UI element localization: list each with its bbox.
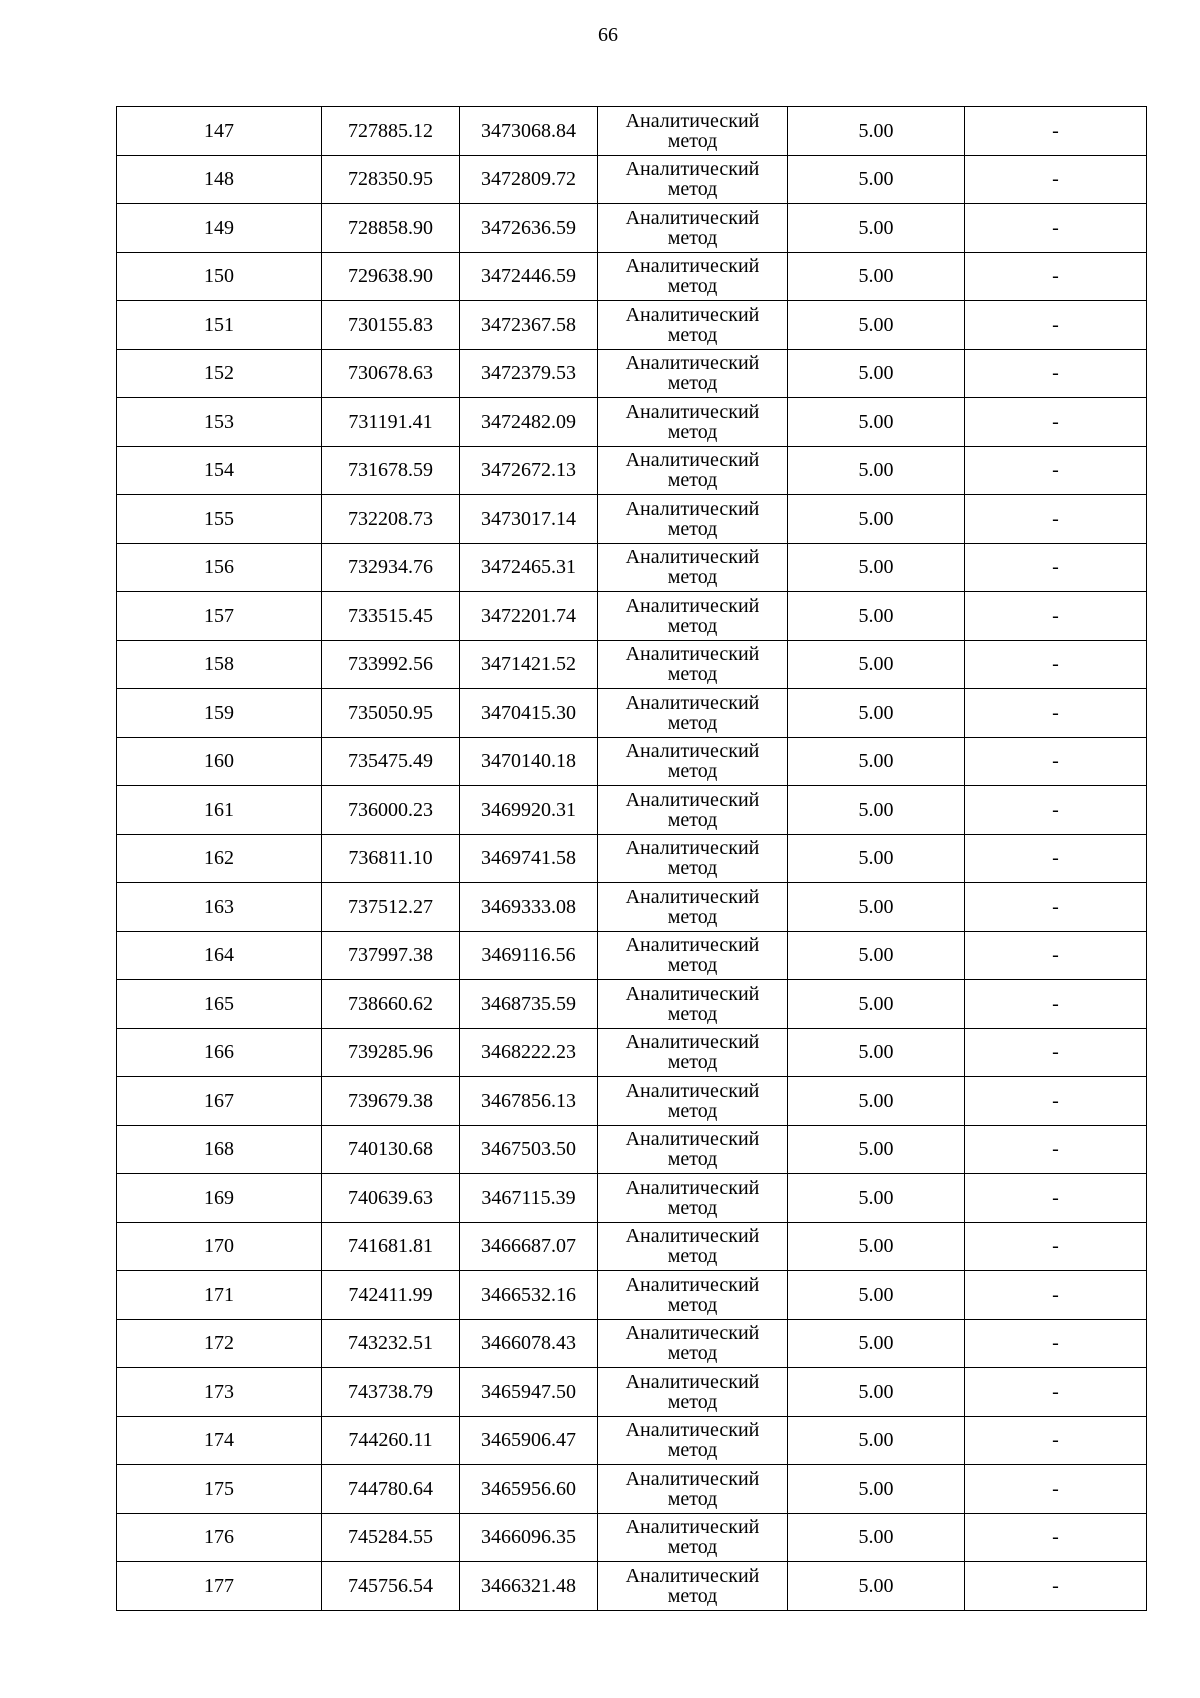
note-cell: - [965,446,1147,495]
accuracy-cell: 5.00 [788,155,965,204]
y-coordinate-cell: 3467856.13 [460,1077,598,1126]
point-number-cell: 152 [117,349,322,398]
x-coordinate-cell: 729638.90 [322,252,460,301]
method-line-2: метод [667,469,718,492]
table-row [117,689,1147,738]
x-coordinate-cell: 728858.90 [322,204,460,253]
note-cell: - [965,592,1147,641]
method-cell [598,834,788,883]
method-line-1: Аналитический [625,449,760,472]
note-cell: - [965,689,1147,738]
point-number-cell: 160 [117,737,322,786]
table-row [117,592,1147,641]
table-row [117,980,1147,1029]
y-coordinate-cell: 3471421.52 [460,640,598,689]
x-coordinate-cell: 733992.56 [322,640,460,689]
table-row [117,1368,1147,1417]
method-line-2: метод [667,420,718,443]
method-line-2: метод [667,1536,718,1559]
method-cell [598,1077,788,1126]
method-line-1: Аналитический [625,158,760,181]
point-number-cell: 159 [117,689,322,738]
table-row [117,349,1147,398]
method-cell [598,398,788,447]
method-line-1: Аналитический [625,1370,760,1393]
method-line-2: метод [667,323,718,346]
y-coordinate-cell: 3469741.58 [460,834,598,883]
method-line-1: Аналитический [625,546,760,569]
method-line-2: метод [667,275,718,298]
y-coordinate-cell: 3472201.74 [460,592,598,641]
x-coordinate-cell: 732208.73 [322,495,460,544]
table-row [117,1077,1147,1126]
method-line-1: Аналитический [625,255,760,278]
method-cell [598,1368,788,1417]
note-cell: - [965,1562,1147,1611]
accuracy-cell: 5.00 [788,1271,965,1320]
x-coordinate-cell: 739679.38 [322,1077,460,1126]
x-coordinate-cell: 741681.81 [322,1222,460,1271]
page-number: 66 [598,24,618,46]
x-coordinate-cell: 743738.79 [322,1368,460,1417]
x-coordinate-cell: 733515.45 [322,592,460,641]
point-number-cell: 175 [117,1465,322,1514]
note-cell: - [965,349,1147,398]
method-cell [598,349,788,398]
table-row [117,204,1147,253]
note-cell: - [965,155,1147,204]
point-number-cell: 173 [117,1368,322,1417]
point-number-cell: 177 [117,1562,322,1611]
x-coordinate-cell: 728350.95 [322,155,460,204]
table-row [117,107,1147,156]
note-cell: - [965,1125,1147,1174]
note-cell: - [965,1028,1147,1077]
table-row [117,1319,1147,1368]
table-row [117,1028,1147,1077]
accuracy-cell: 5.00 [788,1319,965,1368]
method-cell [598,592,788,641]
accuracy-cell: 5.00 [788,1222,965,1271]
method-line-1: Аналитический [625,1031,760,1054]
accuracy-cell: 5.00 [788,592,965,641]
method-cell [598,1416,788,1465]
x-coordinate-cell: 745756.54 [322,1562,460,1611]
x-coordinate-cell: 727885.12 [322,107,460,156]
accuracy-cell: 5.00 [788,252,965,301]
y-coordinate-cell: 3473068.84 [460,107,598,156]
accuracy-cell: 5.00 [788,349,965,398]
method-line-1: Аналитический [625,1419,760,1442]
y-coordinate-cell: 3469333.08 [460,883,598,932]
note-cell: - [965,737,1147,786]
y-coordinate-cell: 3472672.13 [460,446,598,495]
x-coordinate-cell: 744260.11 [322,1416,460,1465]
accuracy-cell: 5.00 [788,737,965,786]
method-line-1: Аналитический [625,934,760,957]
note-cell: - [965,1368,1147,1417]
note-cell: - [965,252,1147,301]
method-line-2: метод [667,226,718,249]
point-number-cell: 167 [117,1077,322,1126]
y-coordinate-cell: 3466687.07 [460,1222,598,1271]
y-coordinate-cell: 3469116.56 [460,931,598,980]
method-line-2: метод [667,1293,718,1316]
accuracy-cell: 5.00 [788,495,965,544]
accuracy-cell: 5.00 [788,446,965,495]
method-line-2: метод [667,1099,718,1122]
method-line-2: метод [667,614,718,637]
method-line-2: метод [667,1439,718,1462]
accuracy-cell: 5.00 [788,204,965,253]
method-line-1: Аналитический [625,1467,760,1490]
method-line-2: метод [667,1584,718,1607]
accuracy-cell: 5.00 [788,1562,965,1611]
note-cell: - [965,1465,1147,1514]
method-line-1: Аналитический [625,691,760,714]
method-line-2: метод [667,566,718,589]
table-row [117,1416,1147,1465]
note-cell: - [965,495,1147,544]
method-cell [598,446,788,495]
y-coordinate-cell: 3465956.60 [460,1465,598,1514]
x-coordinate-cell: 735050.95 [322,689,460,738]
point-number-cell: 171 [117,1271,322,1320]
coordinates-table [116,106,1147,1611]
method-line-1: Аналитический [625,497,760,520]
method-cell [598,107,788,156]
table-row [117,1125,1147,1174]
accuracy-cell: 5.00 [788,834,965,883]
method-line-2: метод [667,372,718,395]
method-cell [598,155,788,204]
x-coordinate-cell: 736000.23 [322,786,460,835]
y-coordinate-cell: 3466096.35 [460,1513,598,1562]
y-coordinate-cell: 3467115.39 [460,1174,598,1223]
method-line-1: Аналитический [625,1564,760,1587]
y-coordinate-cell: 3465906.47 [460,1416,598,1465]
note-cell: - [965,398,1147,447]
method-line-2: метод [667,808,718,831]
point-number-cell: 150 [117,252,322,301]
y-coordinate-cell: 3472367.58 [460,301,598,350]
note-cell: - [965,1222,1147,1271]
y-coordinate-cell: 3472446.59 [460,252,598,301]
y-coordinate-cell: 3470415.30 [460,689,598,738]
method-line-2: метод [667,1487,718,1510]
x-coordinate-cell: 743232.51 [322,1319,460,1368]
y-coordinate-cell: 3465947.50 [460,1368,598,1417]
table-row [117,834,1147,883]
table-row [117,883,1147,932]
method-line-1: Аналитический [625,740,760,763]
accuracy-cell: 5.00 [788,543,965,592]
table-row [117,1174,1147,1223]
point-number-cell: 147 [117,107,322,156]
note-cell: - [965,834,1147,883]
note-cell: - [965,1513,1147,1562]
x-coordinate-cell: 730155.83 [322,301,460,350]
x-coordinate-cell: 731191.41 [322,398,460,447]
accuracy-cell: 5.00 [788,640,965,689]
method-cell [598,1562,788,1611]
x-coordinate-cell: 745284.55 [322,1513,460,1562]
method-line-1: Аналитический [625,1516,760,1539]
table-row [117,446,1147,495]
method-line-2: метод [667,1002,718,1025]
method-line-2: метод [667,1342,718,1365]
method-line-2: метод [667,1390,718,1413]
note-cell: - [965,1174,1147,1223]
method-cell [598,1319,788,1368]
accuracy-cell: 5.00 [788,1513,965,1562]
method-cell [598,1271,788,1320]
method-cell [598,737,788,786]
method-line-1: Аналитический [625,400,760,423]
note-cell: - [965,1319,1147,1368]
method-line-1: Аналитический [625,109,760,132]
method-cell [598,931,788,980]
coordinates-table-body [117,107,1147,1611]
point-number-cell: 157 [117,592,322,641]
y-coordinate-cell: 3472809.72 [460,155,598,204]
y-coordinate-cell: 3473017.14 [460,495,598,544]
method-line-1: Аналитический [625,1176,760,1199]
method-cell [598,543,788,592]
y-coordinate-cell: 3472379.53 [460,349,598,398]
point-number-cell: 154 [117,446,322,495]
table-row [117,155,1147,204]
accuracy-cell: 5.00 [788,1028,965,1077]
x-coordinate-cell: 737997.38 [322,931,460,980]
method-line-2: метод [667,857,718,880]
x-coordinate-cell: 738660.62 [322,980,460,1029]
method-line-1: Аналитический [625,643,760,666]
method-line-1: Аналитический [625,594,760,617]
y-coordinate-cell: 3466321.48 [460,1562,598,1611]
table-row [117,640,1147,689]
table-row [117,398,1147,447]
table-row [117,1271,1147,1320]
x-coordinate-cell: 731678.59 [322,446,460,495]
accuracy-cell: 5.00 [788,689,965,738]
table-row [117,737,1147,786]
method-line-1: Аналитический [625,1225,760,1248]
method-line-2: метод [667,129,718,152]
point-number-cell: 165 [117,980,322,1029]
note-cell: - [965,107,1147,156]
note-cell: - [965,786,1147,835]
point-number-cell: 161 [117,786,322,835]
method-line-1: Аналитический [625,788,760,811]
method-line-2: метод [667,517,718,540]
method-cell [598,1222,788,1271]
point-number-cell: 156 [117,543,322,592]
table-row [117,495,1147,544]
method-line-1: Аналитический [625,885,760,908]
accuracy-cell: 5.00 [788,786,965,835]
table-row [117,1465,1147,1514]
y-coordinate-cell: 3469920.31 [460,786,598,835]
x-coordinate-cell: 740639.63 [322,1174,460,1223]
y-coordinate-cell: 3468735.59 [460,980,598,1029]
x-coordinate-cell: 740130.68 [322,1125,460,1174]
point-number-cell: 153 [117,398,322,447]
x-coordinate-cell: 730678.63 [322,349,460,398]
method-line-2: метод [667,663,718,686]
table-row [117,543,1147,592]
method-cell [598,980,788,1029]
table-row [117,931,1147,980]
y-coordinate-cell: 3466078.43 [460,1319,598,1368]
method-cell [598,1465,788,1514]
point-number-cell: 164 [117,931,322,980]
note-cell: - [965,204,1147,253]
method-line-2: метод [667,760,718,783]
accuracy-cell: 5.00 [788,301,965,350]
method-cell [598,1513,788,1562]
method-line-2: метод [667,954,718,977]
x-coordinate-cell: 732934.76 [322,543,460,592]
method-cell [598,1125,788,1174]
method-cell [598,252,788,301]
accuracy-cell: 5.00 [788,1077,965,1126]
point-number-cell: 170 [117,1222,322,1271]
accuracy-cell: 5.00 [788,1416,965,1465]
accuracy-cell: 5.00 [788,1174,965,1223]
note-cell: - [965,1416,1147,1465]
method-cell [598,1028,788,1077]
note-cell: - [965,980,1147,1029]
y-coordinate-cell: 3470140.18 [460,737,598,786]
accuracy-cell: 5.00 [788,931,965,980]
point-number-cell: 174 [117,1416,322,1465]
accuracy-cell: 5.00 [788,1125,965,1174]
table-row [117,1222,1147,1271]
x-coordinate-cell: 736811.10 [322,834,460,883]
accuracy-cell: 5.00 [788,1368,965,1417]
method-line-1: Аналитический [625,352,760,375]
x-coordinate-cell: 742411.99 [322,1271,460,1320]
x-coordinate-cell: 735475.49 [322,737,460,786]
point-number-cell: 149 [117,204,322,253]
point-number-cell: 155 [117,495,322,544]
note-cell: - [965,640,1147,689]
point-number-cell: 166 [117,1028,322,1077]
point-number-cell: 158 [117,640,322,689]
method-line-1: Аналитический [625,206,760,229]
point-number-cell: 172 [117,1319,322,1368]
y-coordinate-cell: 3468222.23 [460,1028,598,1077]
y-coordinate-cell: 3472482.09 [460,398,598,447]
method-cell [598,883,788,932]
note-cell: - [965,1077,1147,1126]
method-cell [598,495,788,544]
method-line-1: Аналитический [625,1273,760,1296]
method-line-2: метод [667,1051,718,1074]
note-cell: - [965,883,1147,932]
method-line-2: метод [667,905,718,928]
method-cell [598,786,788,835]
point-number-cell: 163 [117,883,322,932]
table-row [117,1562,1147,1611]
point-number-cell: 151 [117,301,322,350]
note-cell: - [965,931,1147,980]
method-line-1: Аналитический [625,303,760,326]
y-coordinate-cell: 3466532.16 [460,1271,598,1320]
point-number-cell: 162 [117,834,322,883]
method-line-2: метод [667,1196,718,1219]
table-row [117,301,1147,350]
point-number-cell: 169 [117,1174,322,1223]
point-number-cell: 148 [117,155,322,204]
accuracy-cell: 5.00 [788,107,965,156]
method-line-1: Аналитический [625,1128,760,1151]
x-coordinate-cell: 739285.96 [322,1028,460,1077]
table-row [117,252,1147,301]
method-cell [598,204,788,253]
method-line-2: метод [667,1148,718,1171]
method-line-1: Аналитический [625,837,760,860]
method-line-1: Аналитический [625,1322,760,1345]
x-coordinate-cell: 744780.64 [322,1465,460,1514]
accuracy-cell: 5.00 [788,1465,965,1514]
method-line-1: Аналитический [625,1079,760,1102]
method-line-2: метод [667,1245,718,1268]
y-coordinate-cell: 3472465.31 [460,543,598,592]
y-coordinate-cell: 3467503.50 [460,1125,598,1174]
point-number-cell: 168 [117,1125,322,1174]
method-cell [598,689,788,738]
method-line-1: Аналитический [625,982,760,1005]
note-cell: - [965,543,1147,592]
note-cell: - [965,1271,1147,1320]
note-cell: - [965,301,1147,350]
y-coordinate-cell: 3472636.59 [460,204,598,253]
method-line-2: метод [667,711,718,734]
method-cell [598,301,788,350]
accuracy-cell: 5.00 [788,398,965,447]
table-row [117,1513,1147,1562]
accuracy-cell: 5.00 [788,883,965,932]
method-cell [598,1174,788,1223]
table-row [117,786,1147,835]
accuracy-cell: 5.00 [788,980,965,1029]
point-number-cell: 176 [117,1513,322,1562]
method-line-2: метод [667,178,718,201]
x-coordinate-cell: 737512.27 [322,883,460,932]
method-cell [598,640,788,689]
